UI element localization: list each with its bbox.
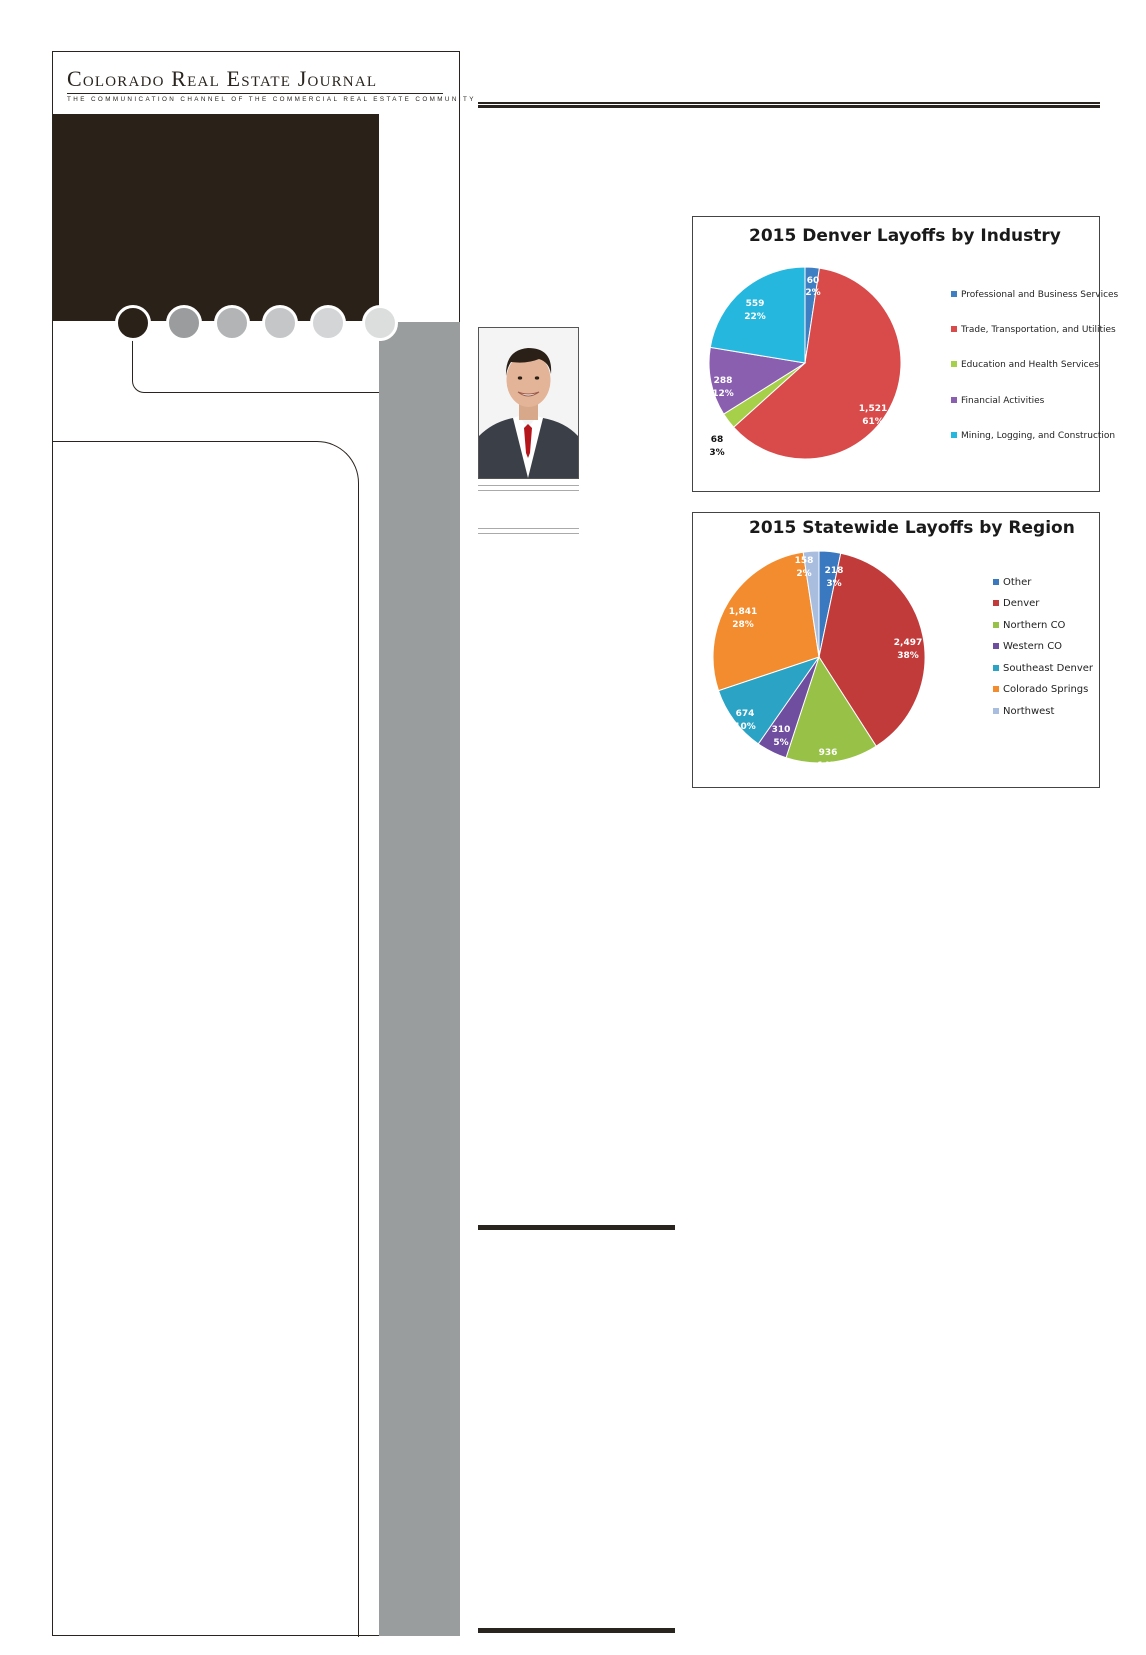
chart-statewide-layoffs	[692, 512, 1100, 788]
legend-item: Professional and Business Services	[961, 290, 1119, 300]
slice-value-label: 674	[735, 709, 755, 719]
slice-percent-label: 38%	[897, 651, 919, 661]
slice-percent-label: 2%	[805, 288, 821, 298]
legend-item: Denver	[1003, 598, 1040, 609]
slice-value-label: 288	[713, 376, 733, 386]
slice-percent-label: 10%	[734, 722, 756, 732]
slice-percent-label: 3%	[826, 579, 842, 589]
column-divider-bottom	[478, 1628, 675, 1633]
chart-denver-svg	[693, 217, 1119, 491]
chart-denver-layoffs	[692, 216, 1119, 492]
slice-value-label: 68	[710, 435, 724, 445]
legend-item: Northwest	[1003, 706, 1055, 717]
legend-item: Other	[1003, 577, 1032, 588]
dark-header-block	[53, 114, 379, 321]
chart-statewide-svg	[693, 513, 1099, 787]
slice-percent-label: 22%	[744, 312, 766, 322]
section-dot-5	[310, 305, 346, 341]
masthead-rule	[67, 93, 443, 94]
legend-item: Trade, Transportation, and Utilities	[961, 325, 1116, 335]
connector-line	[132, 335, 379, 393]
masthead-title: Colorado Real Estate Journal	[67, 66, 378, 91]
slice-percent-label: 3%	[709, 448, 725, 458]
slice-percent-label: 14%	[817, 761, 839, 771]
gray-side-strip	[379, 322, 460, 1636]
slice-percent-label: 12%	[712, 389, 734, 399]
photo-caption-rule-3	[478, 528, 579, 529]
photo-caption-rule-2	[478, 490, 579, 491]
legend-item: Financial Activities	[961, 396, 1045, 406]
legend-swatch	[951, 291, 957, 297]
slice-value-label: 1,521	[858, 404, 888, 414]
content-frame	[53, 441, 359, 1637]
legend-swatch	[993, 622, 999, 628]
legend-swatch	[951, 326, 957, 332]
legend-item: Colorado Springs	[1003, 684, 1089, 695]
legend-swatch	[993, 686, 999, 692]
photo-caption-rule-4	[478, 533, 579, 534]
section-dot-4	[262, 305, 298, 341]
chart-legend	[993, 577, 1094, 717]
chart-legend	[951, 290, 1119, 441]
slice-value-label: 1,841	[728, 607, 758, 617]
slice-value-label: 158	[794, 556, 814, 566]
legend-item: Education and Health Services	[961, 360, 1099, 370]
slice-value-label: 310	[771, 725, 791, 735]
chart-title: 2015 Statewide Layoffs by Region	[749, 518, 1075, 538]
slice-value-label: 2,497	[893, 638, 923, 648]
slice-percent-label: 5%	[773, 738, 789, 748]
legend-item: Southeast Denver	[1003, 663, 1094, 674]
slice-value-label: 60	[806, 276, 820, 286]
legend-swatch	[951, 432, 957, 438]
slice-percent-label: 28%	[732, 620, 754, 630]
legend-item: Northern CO	[1003, 620, 1066, 631]
legend-swatch	[993, 643, 999, 649]
legend-item: Western CO	[1003, 641, 1063, 652]
section-dot-6	[362, 305, 398, 341]
column-divider-top	[478, 1225, 675, 1230]
section-dot-2	[166, 305, 202, 341]
legend-swatch	[993, 579, 999, 585]
slice-percent-label: 2%	[796, 569, 812, 579]
slice-value-label: 218	[824, 566, 844, 576]
legend-item: Mining, Logging, and Construction	[961, 431, 1116, 441]
section-dot-1	[115, 305, 151, 341]
photo-caption-rule-1	[478, 485, 579, 486]
legend-swatch	[951, 397, 957, 403]
masthead-sidebar	[52, 51, 476, 1636]
slice-value-label: 559	[745, 299, 765, 309]
author-portrait-icon	[479, 328, 578, 478]
legend-swatch	[951, 361, 957, 367]
author-photo	[478, 327, 579, 479]
slice-percent-label: 61%	[862, 417, 884, 427]
legend-swatch	[993, 665, 999, 671]
chart-title: 2015 Denver Layoffs by Industry	[749, 226, 1061, 246]
legend-swatch	[993, 708, 999, 714]
legend-swatch	[993, 600, 999, 606]
header-rule	[478, 102, 1100, 108]
section-dot-3	[214, 305, 250, 341]
masthead-tagline: THE COMMUNICATION CHANNEL OF THE COMMERCIAL REAL ESTATE COMMUNITY	[67, 96, 476, 103]
slice-value-label: 936	[818, 748, 838, 758]
